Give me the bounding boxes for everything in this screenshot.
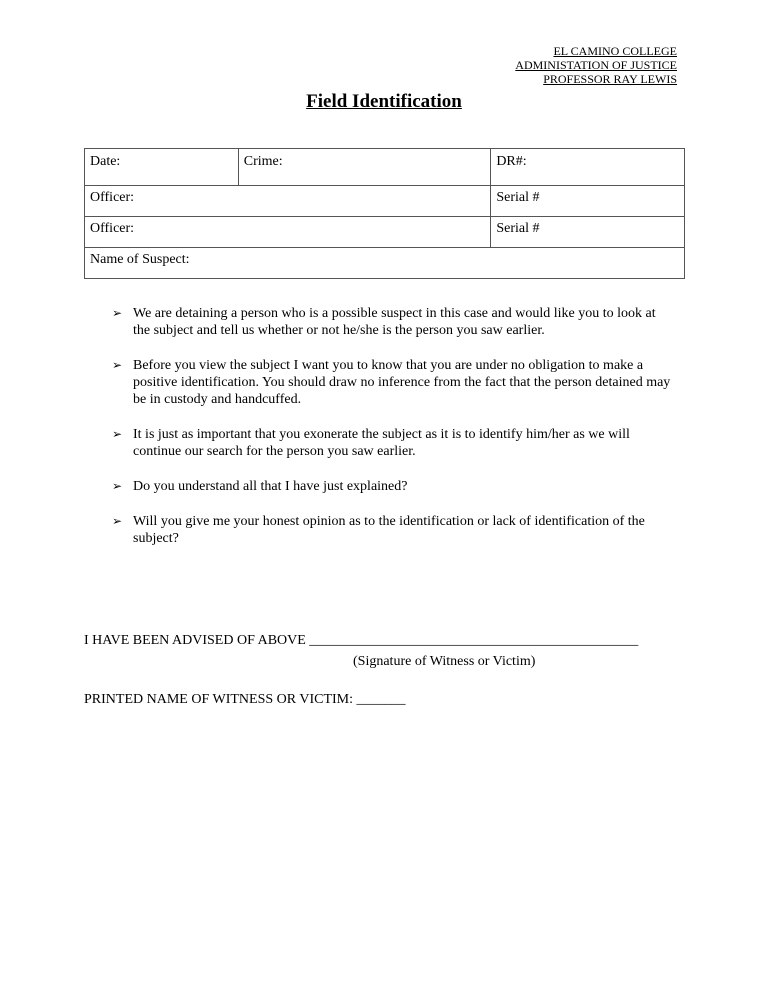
suspect-name-label: Name of Suspect: [90,252,190,267]
serial-2-field[interactable] [491,217,685,248]
page-title: Field Identification [306,91,462,112]
table-row [85,149,685,186]
dr-number-field[interactable] [491,149,685,186]
header-college: EL CAMINO COLLEGE [553,44,677,58]
serial-1-label: Serial # [496,190,540,205]
date-field[interactable] [85,149,239,186]
list-item-text: Do you understand all that I have just explained? [133,479,408,494]
printed-name-label: PRINTED NAME OF WITNESS OR VICTIM: __ [84,692,371,707]
crime-label: Crime: [243,154,283,169]
dr-number-label: DR#: [496,154,527,169]
officer-2-field[interactable] [85,217,491,248]
institution-header [515,44,677,86]
arrowhead-bullet-icon: ➢ [112,514,123,528]
table-row [85,248,685,279]
serial-1-field[interactable] [491,186,685,217]
list-item-text: It is just as important that you exonerate the subject as it is to identify him/her as we will continue our search for the person you saw earlier. [133,427,630,459]
printed-name-blank[interactable]: _____ [370,692,406,707]
officer-1-field[interactable] [85,186,491,217]
list-item [112,305,672,339]
list-item [112,426,672,460]
suspect-name-field[interactable] [85,248,685,279]
list-item-text: We are detaining a person who is a possible suspect in this case and would like you to look at the subject and tell us whether or not he/she is the person you saw earlier. [133,306,656,338]
arrowhead-bullet-icon: ➢ [112,306,123,320]
printed-name-line[interactable] [84,692,406,708]
list-item [112,357,672,408]
case-info-table [84,148,685,279]
officer-2-label: Officer: [90,221,135,236]
arrowhead-bullet-icon: ➢ [112,479,123,493]
date-label: Date: [90,154,121,169]
table-row [85,217,685,248]
list-item [112,478,672,495]
list-item-text: Will you give me your honest opinion as to the identification or lack of identification of the subject? [133,514,645,546]
list-item-text: Before you view the subject I want you to know that you are under no obligation to make a positive identification. You should draw no inference from the fact that the person detained may be in custody and handcuffed. [133,358,671,407]
arrowhead-bullet-icon: ➢ [112,358,123,372]
witness-signature-line[interactable]: I HAVE BEEN ADVISED OF ABOVE _______________________________________________ [84,633,639,648]
list-item [112,513,672,547]
signature-caption: (Signature of Witness or Victim) [353,654,536,669]
serial-2-label: Serial # [496,221,540,236]
table-row [85,186,685,217]
header-professor: PROFESSOR RAY LEWIS [543,72,677,86]
header-department: ADMINISTATION OF JUSTICE [515,58,677,72]
arrowhead-bullet-icon: ➢ [112,427,123,441]
admonition-list [112,305,672,565]
crime-field[interactable] [238,149,491,186]
officer-1-label: Officer: [90,190,135,205]
